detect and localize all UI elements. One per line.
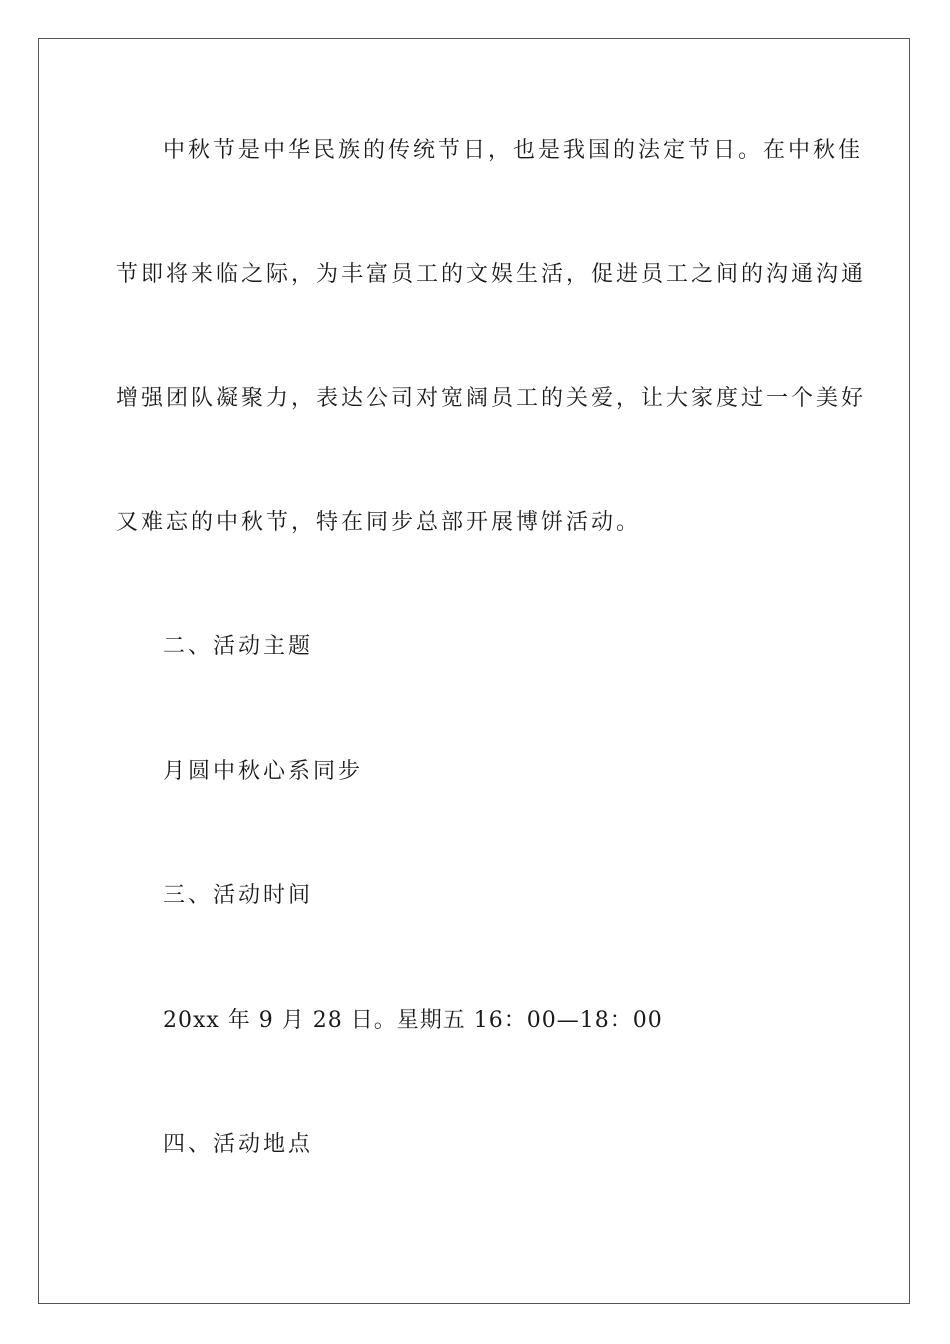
section-content-time: 20xx 年 9 月 28 日。星期五 16：00—18：00 — [163, 1008, 663, 1033]
section-content-theme: 月圆中秋心系同步 — [163, 759, 364, 784]
paragraph-line-3: 增强团队凝聚力，表达公司对宽阔员工的关爱，让大家度过一个美好 — [116, 386, 867, 411]
section-heading-theme: 二、活动主题 — [163, 634, 314, 659]
section-heading-time: 三、活动时间 — [163, 883, 314, 908]
page-frame — [38, 38, 910, 1304]
paragraph-line-2: 节即将来临之际，为丰富员工的文娱生活，促进员工之间的沟通沟通 — [116, 262, 867, 287]
paragraph-line-1: 中秋节是中华民族的传统节日，也是我国的法定节日。在中秋佳 — [163, 138, 864, 163]
paragraph-line-4: 又难忘的中秋节，特在同步总部开展博饼活动。 — [116, 510, 642, 535]
section-heading-location: 四、活动地点 — [163, 1132, 314, 1157]
